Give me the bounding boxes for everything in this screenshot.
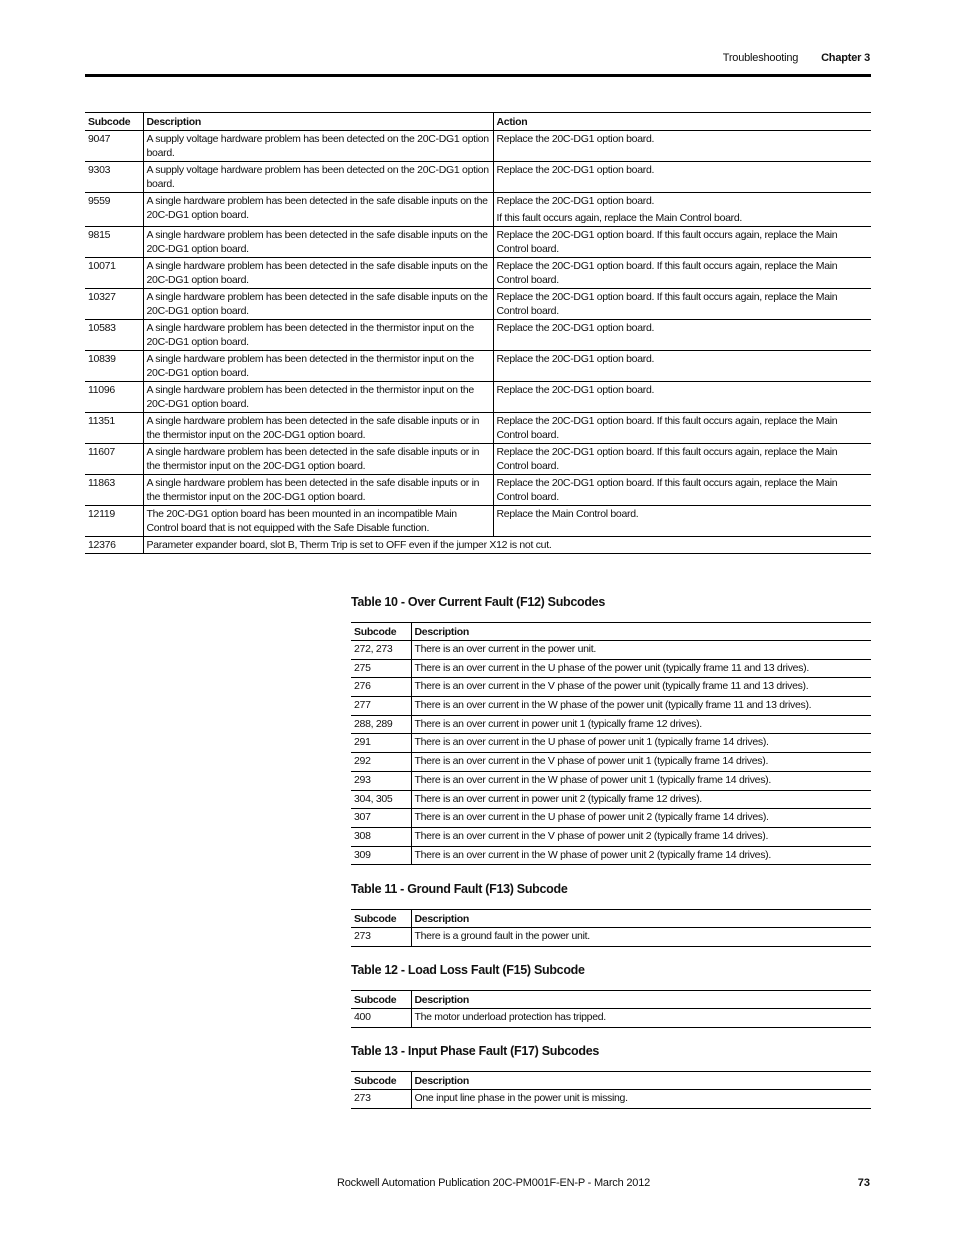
- table-row: [85, 537, 871, 554]
- col-subcode: Subcode: [85, 113, 143, 131]
- table-12-caption: Table 12 - Load Loss Fault (F15) Subcode: [351, 963, 585, 977]
- action-line: Replace the Main Control board.: [496, 508, 639, 520]
- description-cell: Parameter expander board, slot B, Therm Trip is set to OFF even if the jumper X12 is not cut.: [143, 537, 871, 554]
- description-cell: A single hardware problem has been detected in the thermistor input on the 20C-DG1 option board.: [143, 382, 493, 413]
- col-description: Description: [411, 991, 871, 1009]
- description-cell: The 20C-DG1 option board has been mounted in an incompatible Main Control board that is not equipped with the Safe Disable function.: [143, 506, 493, 537]
- table-row: [85, 475, 871, 506]
- subcode-cell: 273: [351, 1090, 411, 1109]
- subcode-cell: 272, 273: [351, 641, 411, 660]
- subcode-cell: 10071: [85, 258, 143, 289]
- description-cell: There is an over current in the power unit.: [411, 641, 871, 660]
- col-description: Description: [411, 1072, 871, 1090]
- footer-publication: Rockwell Automation Publication 20C-PM001F-EN-P - March 2012: [337, 1177, 651, 1189]
- description-cell: A single hardware problem has been detected in the safe disable inputs on the 20C-DG1 option board.: [143, 258, 493, 289]
- col-action: Action: [493, 113, 871, 131]
- action-line: Replace the 20C-DG1 option board. If this fault occurs again, replace the Main Control board.: [496, 260, 838, 286]
- subcode-cell: 273: [351, 928, 411, 947]
- subcode-cell: 11607: [85, 444, 143, 475]
- table-row: [85, 227, 871, 258]
- action-line: Replace the 20C-DG1 option board.: [496, 133, 655, 145]
- action-line: Replace the 20C-DG1 option board. If this fault occurs again, replace the Main Control board.: [496, 229, 838, 255]
- description-cell: There is an over current in the W phase of the power unit (typically frame 11 and 13 drives).: [411, 697, 871, 716]
- table-row: [351, 678, 871, 697]
- col-subcode: Subcode: [351, 910, 411, 928]
- description-cell: A single hardware problem has been detected in the thermistor input on the 20C-DG1 option board.: [143, 351, 493, 382]
- table-11-caption: Table 11 - Ground Fault (F13) Subcode: [351, 882, 568, 896]
- subcode-cell: 307: [351, 809, 411, 828]
- table-row: [85, 258, 871, 289]
- table-row: [85, 131, 871, 162]
- subcode-cell: 293: [351, 771, 411, 790]
- table-row: [351, 846, 871, 865]
- action-cell: [493, 162, 871, 193]
- action-line: If this fault occurs again, replace the Main Control board.: [496, 212, 743, 224]
- table-row: [351, 827, 871, 846]
- description-cell: There is an over current in the V phase of the power unit (typically frame 11 and 13 drives).: [411, 678, 871, 697]
- description-cell: There is a ground fault in the power unit.: [411, 928, 871, 947]
- subcode-cell: 11096: [85, 382, 143, 413]
- action-cell: [493, 258, 871, 289]
- description-cell: There is an over current in the W phase of power unit 2 (typically frame 14 drives).: [411, 846, 871, 865]
- col-description: Description: [411, 623, 871, 641]
- table-row: [351, 753, 871, 772]
- subcode-cell: 9815: [85, 227, 143, 258]
- subcode-cell: 275: [351, 659, 411, 678]
- subcode-cell: 12376: [85, 537, 143, 554]
- action-cell: [493, 193, 871, 227]
- col-subcode: Subcode: [351, 623, 411, 641]
- table-row: [351, 697, 871, 716]
- table-10-over-current: [351, 622, 871, 865]
- col-subcode: Subcode: [351, 991, 411, 1009]
- table-row: [85, 382, 871, 413]
- header-rule: [85, 74, 871, 77]
- action-cell: [493, 227, 871, 258]
- description-cell: One input line phase in the power unit is missing.: [411, 1090, 871, 1109]
- table-row: [351, 659, 871, 678]
- action-line: Replace the 20C-DG1 option board.: [496, 353, 655, 365]
- description-cell: A supply voltage hardware problem has been detected on the 20C-DG1 option board.: [143, 131, 493, 162]
- description-cell: A supply voltage hardware problem has been detected on the 20C-DG1 option board.: [143, 162, 493, 193]
- table-row: [351, 1090, 871, 1109]
- description-cell: A single hardware problem has been detected in the safe disable inputs on the 20C-DG1 option board.: [143, 193, 493, 227]
- subcode-cell: 400: [351, 1009, 411, 1028]
- subcode-cell: 292: [351, 753, 411, 772]
- table-row: [85, 320, 871, 351]
- description-cell: A single hardware problem has been detected in the safe disable inputs on the 20C-DG1 option board.: [143, 227, 493, 258]
- action-cell: [493, 131, 871, 162]
- description-cell: A single hardware problem has been detected in the safe disable inputs or in the thermistor input on the 20C-DG1 option board.: [143, 475, 493, 506]
- table-13-input-phase: [351, 1071, 871, 1109]
- table-row: [351, 734, 871, 753]
- table-10-caption: Table 10 - Over Current Fault (F12) Subcodes: [351, 595, 605, 609]
- description-cell: A single hardware problem has been detected in the safe disable inputs or in the thermistor input on the 20C-DG1 option board.: [143, 444, 493, 475]
- table-row: [351, 928, 871, 947]
- action-cell: [493, 351, 871, 382]
- col-description: Description: [143, 113, 493, 131]
- action-line: Replace the 20C-DG1 option board.: [496, 195, 655, 207]
- description-cell: There is an over current in the V phase of power unit 1 (typically frame 14 drives).: [411, 753, 871, 772]
- subcode-cell: 9303: [85, 162, 143, 193]
- running-header: [723, 52, 870, 64]
- table-row: [85, 413, 871, 444]
- description-cell: There is an over current in the V phase of power unit 2 (typically frame 14 drives).: [411, 827, 871, 846]
- subcode-cell: 10839: [85, 351, 143, 382]
- table-header-row: [351, 991, 871, 1009]
- subcode-cell: 276: [351, 678, 411, 697]
- subcode-cell: 9047: [85, 131, 143, 162]
- table-row: [351, 641, 871, 660]
- action-line: Replace the 20C-DG1 option board. If this fault occurs again, replace the Main Control board.: [496, 477, 838, 503]
- table-row: [351, 809, 871, 828]
- subcode-cell: 309: [351, 846, 411, 865]
- action-cell: [493, 382, 871, 413]
- table-13-caption: Table 13 - Input Phase Fault (F17) Subcodes: [351, 1044, 600, 1058]
- subcode-cell: 9559: [85, 193, 143, 227]
- description-cell: There is an over current in the U phase of power unit 1 (typically frame 14 drives).: [411, 734, 871, 753]
- action-line: Replace the 20C-DG1 option board. If this fault occurs again, replace the Main Control board.: [496, 291, 838, 317]
- description-cell: There is an over current in power unit 1 (typically frame 12 drives).: [411, 715, 871, 734]
- subcode-cell: 10327: [85, 289, 143, 320]
- table-header-row: [351, 1072, 871, 1090]
- table-row: [85, 162, 871, 193]
- table-header-row: [351, 910, 871, 928]
- subcode-cell: 277: [351, 697, 411, 716]
- table-row: [351, 715, 871, 734]
- table-header-row: [85, 113, 871, 131]
- table-11-ground-fault: [351, 909, 871, 947]
- description-cell: A single hardware problem has been detected in the safe disable inputs on the 20C-DG1 option board.: [143, 289, 493, 320]
- subcode-cell: 12119: [85, 506, 143, 537]
- action-line: Replace the 20C-DG1 option board.: [496, 322, 655, 334]
- header-section: Troubleshooting: [722, 52, 799, 64]
- description-cell: A single hardware problem has been detected in the thermistor input on the 20C-DG1 option board.: [143, 320, 493, 351]
- action-cell: [493, 320, 871, 351]
- action-cell: [493, 444, 871, 475]
- description-cell: There is an over current in the U phase of the power unit (typically frame 11 and 13 drives).: [411, 659, 871, 678]
- page-number: 73: [857, 1177, 870, 1189]
- action-cell: [493, 289, 871, 320]
- action-cell: [493, 413, 871, 444]
- table-row: [351, 771, 871, 790]
- header-chapter: Chapter 3: [821, 52, 870, 64]
- table-row: [85, 506, 871, 537]
- action-line: Replace the 20C-DG1 option board. If this fault occurs again, replace the Main Control board.: [496, 446, 838, 472]
- action-cell: [493, 506, 871, 537]
- description-cell: There is an over current in the U phase of power unit 2 (typically frame 14 drives).: [411, 809, 871, 828]
- subcode-cell: 291: [351, 734, 411, 753]
- table-row: [85, 351, 871, 382]
- table-9-subcodes: [85, 112, 871, 554]
- table-header-row: [351, 623, 871, 641]
- table-row: [351, 790, 871, 809]
- action-line: Replace the 20C-DG1 option board.: [496, 384, 655, 396]
- table-12-load-loss: [351, 990, 871, 1028]
- description-cell: The motor underload protection has tripped.: [411, 1009, 871, 1028]
- action-line: Replace the 20C-DG1 option board.: [496, 164, 655, 176]
- table-row: [351, 1009, 871, 1028]
- subcode-cell: 10583: [85, 320, 143, 351]
- subcode-cell: 304, 305: [351, 790, 411, 809]
- col-description: Description: [411, 910, 871, 928]
- description-cell: A single hardware problem has been detected in the safe disable inputs or in the thermistor input on the 20C-DG1 option board.: [143, 413, 493, 444]
- subcode-cell: 11351: [85, 413, 143, 444]
- subcode-cell: 288, 289: [351, 715, 411, 734]
- description-cell: There is an over current in the W phase of power unit 1 (typically frame 14 drives).: [411, 771, 871, 790]
- subcode-cell: 308: [351, 827, 411, 846]
- action-line: Replace the 20C-DG1 option board. If this fault occurs again, replace the Main Control board.: [496, 415, 838, 441]
- table-row: [85, 289, 871, 320]
- subcode-cell: 11863: [85, 475, 143, 506]
- description-cell: There is an over current in power unit 2 (typically frame 12 drives).: [411, 790, 871, 809]
- col-subcode: Subcode: [351, 1072, 411, 1090]
- table-row: [85, 444, 871, 475]
- action-cell: [493, 475, 871, 506]
- table-row: [85, 193, 871, 227]
